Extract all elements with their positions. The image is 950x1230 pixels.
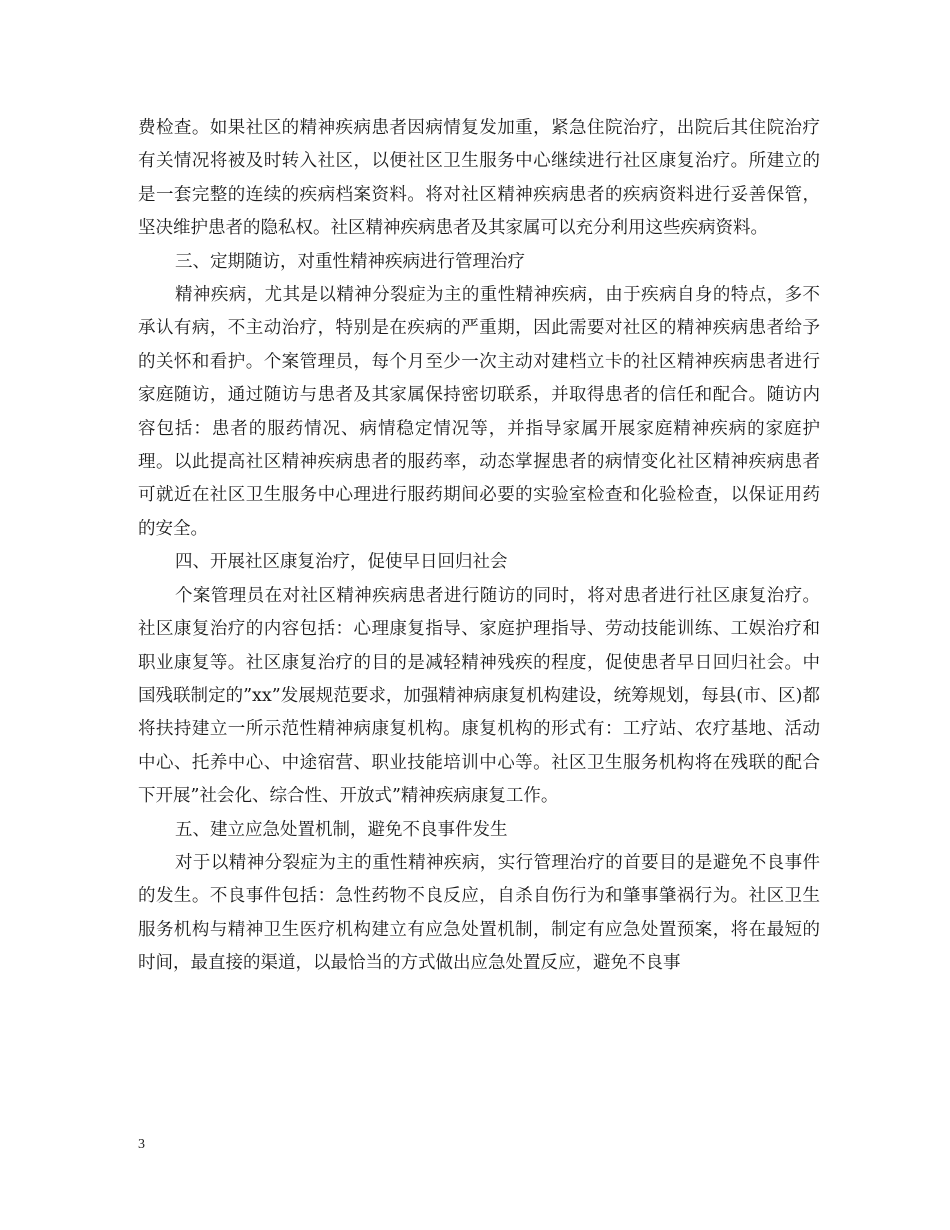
document-body xyxy=(138,112,820,981)
section-heading-4: 四、开展社区康复治疗，促使早日回归社会 xyxy=(175,552,508,573)
paragraph-continuation: 费检查。如果社区的精神疾病患者因病情复发加重，紧急住院治疗，出院后其住院治疗有关情况将被及时转入社区，以便社区卫生服务中心继续进行社区康复治疗。所建立的是一套完整的连续的疾病档案资料。将对社区精神疾病患者的疾病资料进行妥善保管，坚决维护患者的隐私权。社区精神疾病患者及其家属可以充分利用这些疾病资料。 xyxy=(138,118,820,239)
paragraph-emergency: 对于以精神分裂症为主的重性精神疾病，实行管理治疗的首要目的是避免不良事件的发生。不良事件包括：急性药物不良反应，自杀自伤行为和肇事肇祸行为。社区卫生服务机构与精神卫生医疗机构建立有应急处置机制，制定有应急处置预案，将在最短的时间，最直接的渠道，以最恰当的方式做出应急处置反应，避免不良事 xyxy=(138,852,820,974)
page-number: 3 xyxy=(138,1137,145,1152)
section-heading-5: 五、建立应急处置机制，避免不良事件发生 xyxy=(175,819,508,840)
paragraph-followup: 精神疾病，尤其是以精神分裂症为主的重性精神疾病，由于疾病自身的特点，多不承认有病，不主动治疗，特别是在疾病的严重期，因此需要对社区的精神疾病患者给予的关怀和看护。个案管理员，每个月至少一次主动对建档立卡的社区精神疾病患者进行家庭随访，通过随访与患者及其家属保持密切联系，并取得患者的信任和配合。随访内容包括：患者的服药情况、病情稳定情况等，并指导家属开展家庭精神疾病的家庭护理。以此提高社区精神疾病患者的服药率，动态掌握患者的病情变化社区精神疾病患者可就近在社区卫生服务中心理进行服药期间必要的实验室检查和化验检查，以保证用药的安全。 xyxy=(138,285,820,539)
section-heading-3: 三、定期随访，对重性精神疾病进行管理治疗 xyxy=(175,251,525,272)
paragraph-rehabilitation: 个案管理员在对社区精神疾病患者进行随访的同时，将对患者进行社区康复治疗。社区康复治疗的内容包括：心理康复指导、家庭护理指导、劳动技能训练、工娱治疗和职业康复等。社区康复治疗的目的是减轻精神残疾的程度，促使患者早日回归社会。中国残联制定的”xx”发展规范要求，加强精神病康复机构建设，统筹规划，每县(市、区)都将扶持建立一所示范性精神病康复机构。康复机构的形式有：工疗站、农疗基地、活动中心、托养中心、中途宿营、职业技能培训中心等。社区卫生服务机构将在残联的配合下开展”社会化、综合性、开放式”精神疾病康复工作。 xyxy=(138,585,820,807)
